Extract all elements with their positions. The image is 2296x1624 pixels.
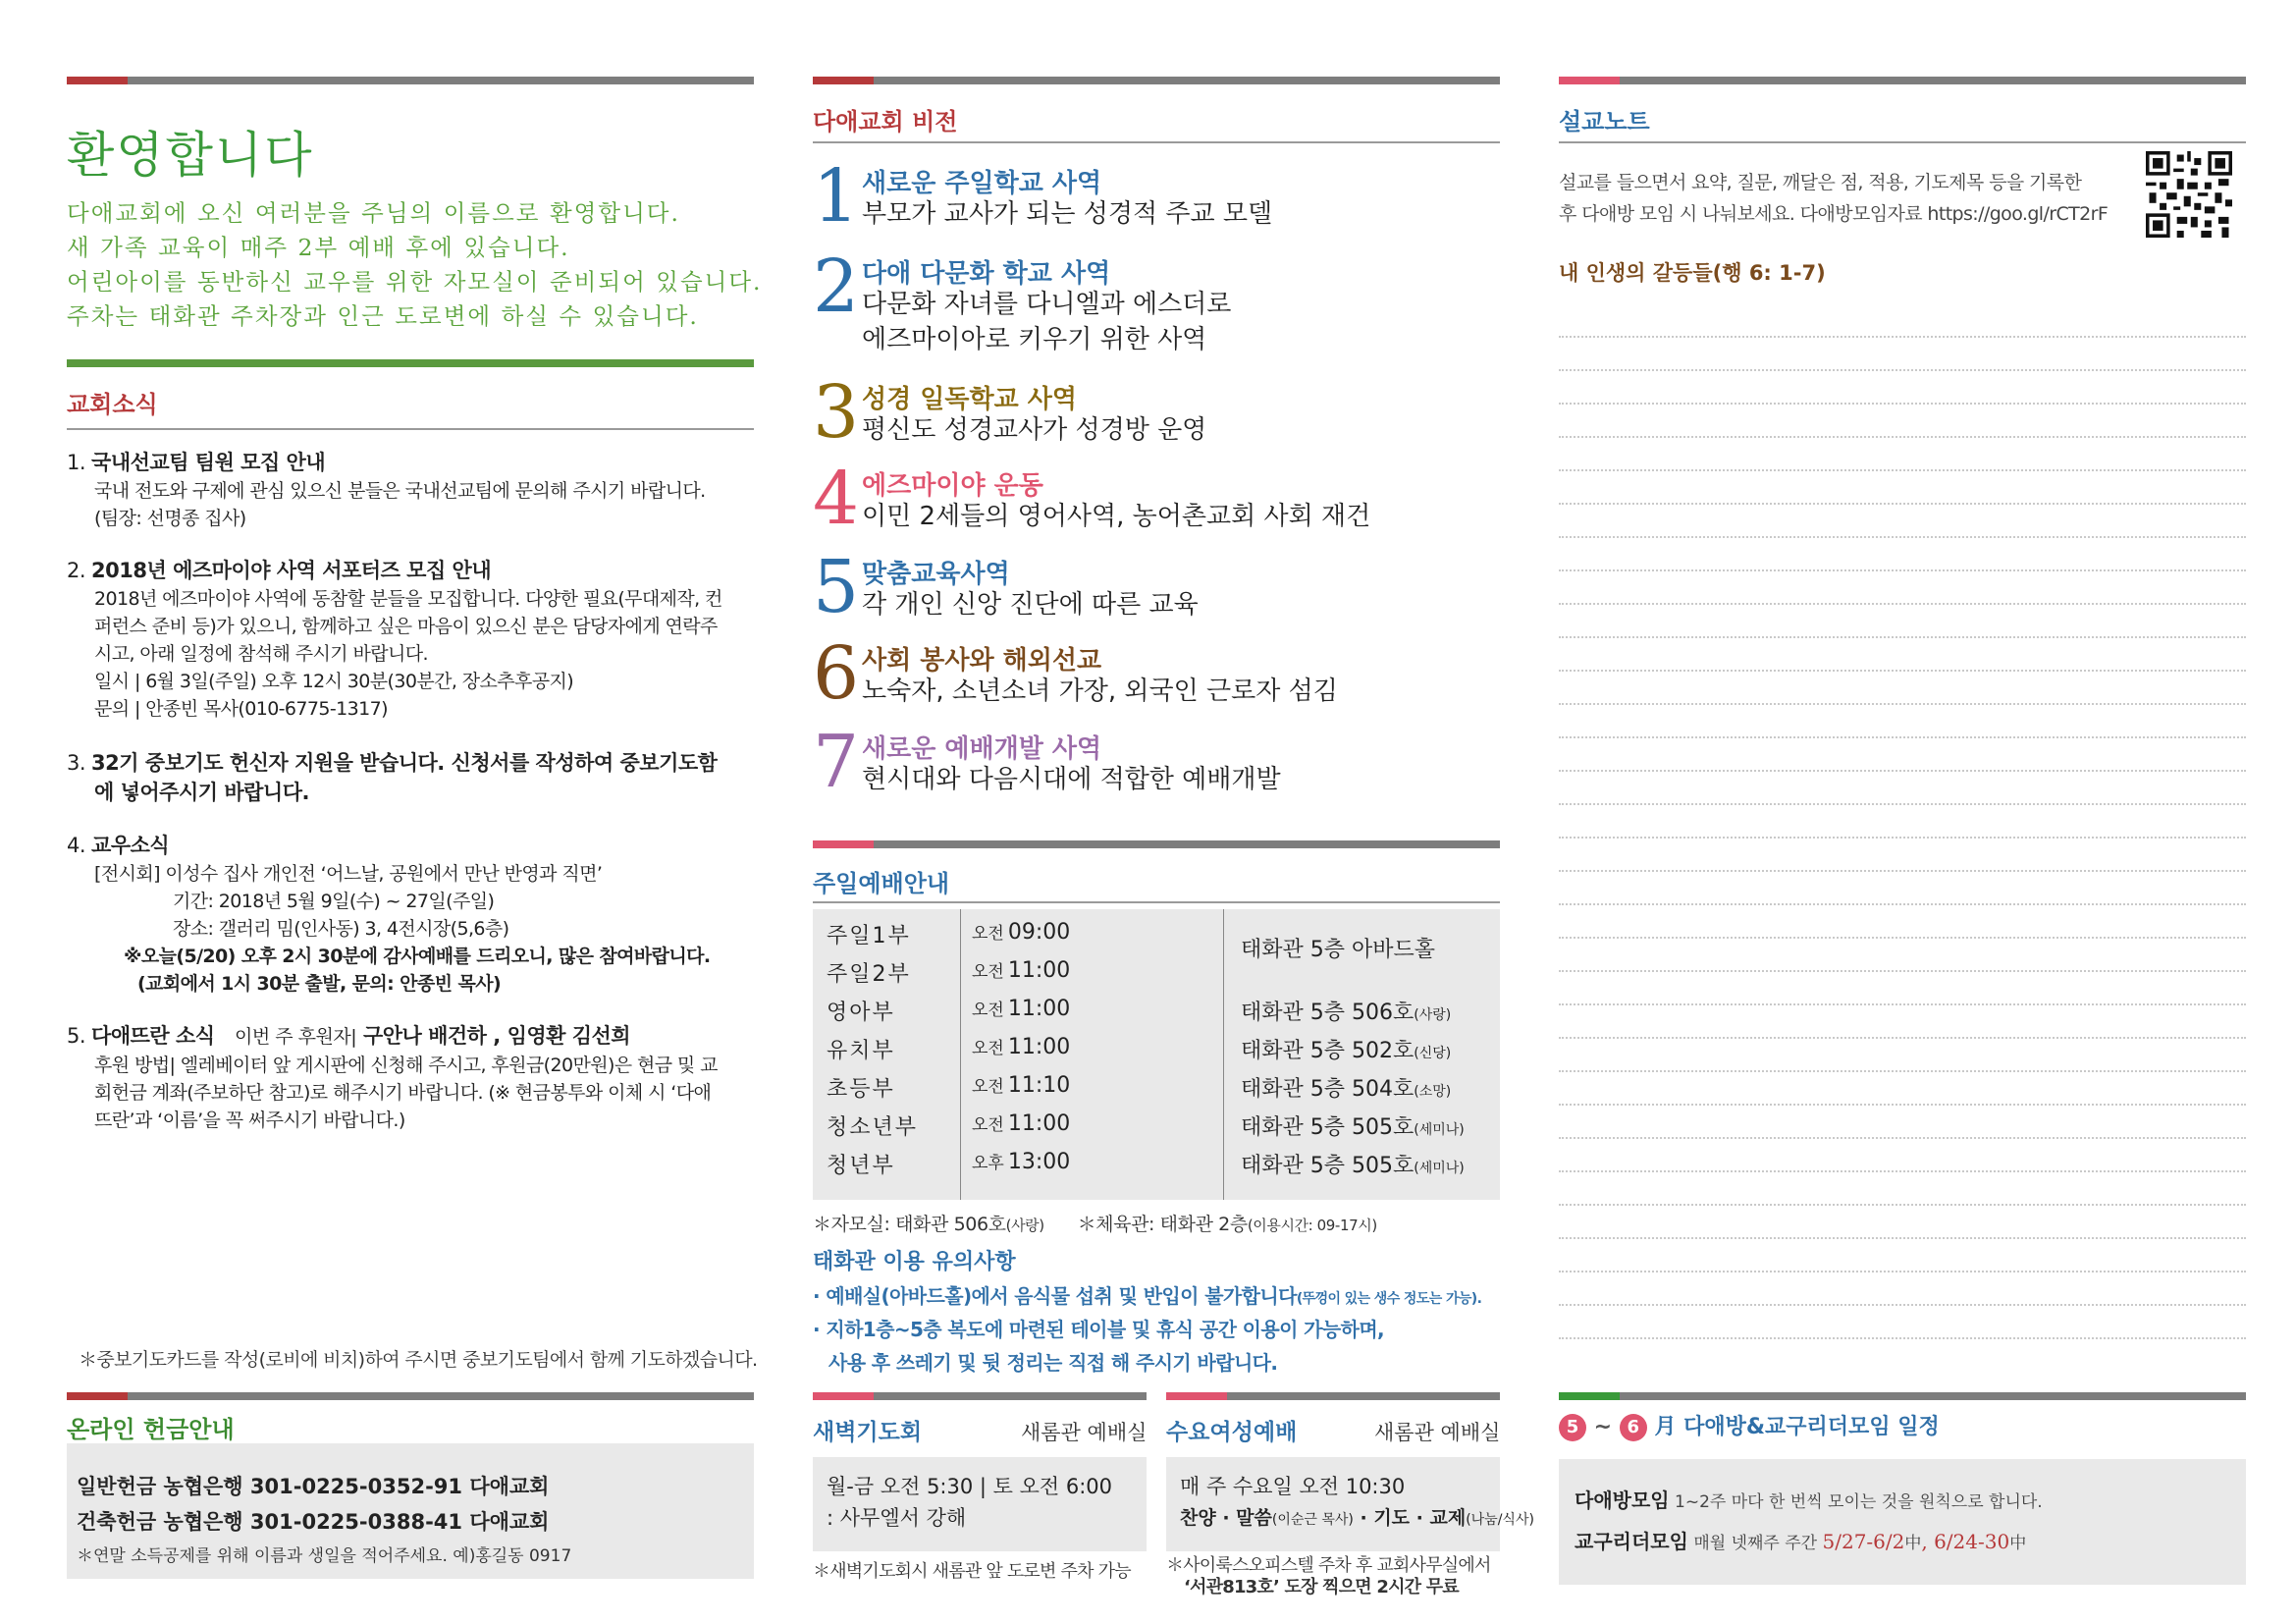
news-item-body-line: 2018년 에즈마이야 사역에 동참할 분들을 모집합니다. 다양한 필요(무대제작, 컨 [94,588,722,610]
dawn-topic: : 사무엘서 강해 [827,1506,967,1530]
main-hall-place: 태화관 5층 아바드홀 [1241,938,1435,962]
vision-desc-line: 다문화 자녀를 다니엘과 에스더로 [862,290,1232,319]
service-clock: 11:00 [1007,997,1071,1021]
service-row [813,919,1500,957]
vision-section-bar [813,77,1500,84]
note-line[interactable] [1559,403,2246,405]
wednesday-note-line: ＊사이룩스오피스텔 주차 후 교회사무실에서 [1166,1555,1491,1576]
wednesday-title: 수요여성예배 [1166,1420,1298,1445]
news-item-body-line: 회헌금 계좌(주보하단 참고)로 해주시기 바랍니다. (※ 현금봉투와 이체 시 ‘다애 [94,1082,712,1104]
news-item-heading: 국내선교팀 팀원 모집 안내 [91,451,326,474]
program-part-sub: (이순근 목사) [1271,1512,1354,1528]
service-time [972,957,1070,983]
service-row [813,1110,1500,1149]
sponsor-names: 구안나 배건하 , 임영환 김선희 [362,1024,631,1048]
service-clock: 11:00 [1007,1035,1071,1059]
usage-rule-1 [813,1280,1481,1309]
news-item-number: 2. [67,559,86,582]
usage-rule-sub: (뚜껑이 있는 생수 정도는 가능). [1296,1291,1482,1307]
welcome-text [67,196,763,334]
vision-desc-line: 이민 2세들의 영어사역, 농어촌교회 사회 재건 [862,502,1371,531]
service-place [1241,996,1451,1026]
service-row [813,957,1500,996]
services-table [813,909,1500,1200]
services-title-rule [813,901,1500,903]
vision-item-title: 다애 다문화 학교 사역 [862,259,1111,289]
nursery-note: ＊자모실: 태화관 506호 [813,1214,1006,1235]
news-item-3 [67,748,754,807]
vision-number: 3 [813,370,860,455]
service-place-text: 태화관 5층 506호 [1241,1001,1415,1025]
tax-note: ＊연말 소득공제를 위해 이름과 생일을 적어주세요. 예)홍길동 0917 [77,1546,572,1566]
note-line[interactable] [1559,1337,2246,1339]
sponsor-label: 이번 주 후원자| [235,1026,357,1048]
service-row [813,1072,1500,1110]
exhibit-venue: 장소: 갤러리 밈(인사동) 3, 4전시장(5,6층) [173,918,509,940]
dawn-note [813,1561,1131,1583]
news-item-heading-cont: 에 넣어주시기 바랍니다. [94,781,309,804]
service-place-text: 태화관 5층 505호 [1241,1154,1415,1178]
vision-item-desc [862,674,1338,709]
sermon-intro [1559,167,2138,230]
service-place-text: 태화관 5층 502호 [1241,1039,1415,1063]
service-clock: 11:10 [1007,1073,1071,1098]
vision-item-desc [862,499,1370,534]
service-ampm: 오전 [972,1115,1004,1135]
news-item-body-line: 뜨란’과 ‘이름’을 꼭 써주시기 바랍니다.) [94,1110,405,1131]
note-line[interactable] [1559,336,2246,338]
note-line[interactable] [1559,1170,2246,1172]
building-offering-account: 건축헌금 농협은행 301-0225-0388-41 다애교회 [77,1510,550,1534]
usage-rule-2: · 지하1층~5층 복도에 마련된 테이블 및 휴식 공간 이용이 가능하며, [813,1318,1385,1341]
vision-number: 7 [813,720,860,804]
sermon-passage-title: 내 인생의 갈등들(행 6: 1-7) [1559,261,1826,285]
news-item-5 [67,1021,754,1134]
note-line[interactable] [1559,436,2246,438]
vision-number: 2 [813,244,860,329]
online-section-bar [67,1392,754,1400]
service-ampm: 오전 [972,924,1004,944]
service-place-sub: (사랑) [1414,1007,1452,1023]
note-line[interactable] [1559,937,2246,939]
program-part: 찬양 · 말씀 [1180,1507,1272,1529]
service-place [1241,1110,1465,1141]
service-ampm: 오후 [972,1154,1004,1173]
schedule-row [1575,1522,2246,1563]
usage-rule-3: 사용 후 쓰레기 및 뒷 정리는 직접 해 주시기 바랍니다. [828,1351,1278,1375]
service-name: 주일1부 [827,924,911,948]
service-name: 주일2부 [827,962,911,987]
wednesday-program [1180,1502,1534,1536]
news-title: 교회소식 [67,391,158,418]
services-section-bar [813,840,1500,848]
service-row [813,1034,1500,1072]
service-ampm: 오전 [972,1001,1004,1020]
note-line[interactable] [1559,970,2246,972]
service-time [972,1149,1070,1174]
service-row [813,996,1500,1034]
online-giving-box [67,1443,754,1579]
exhibit-period: 기간: 2018년 5월 9일(수) ~ 27일(주일) [173,891,495,912]
program-part-sub: (나눔/식사) [1466,1512,1534,1528]
schedule-title-text: 月 다애방&교구리더모임 일정 [1654,1415,1940,1439]
vision-desc-line: 에즈마이아로 키우기 위한 사역 [862,325,1207,354]
nursery-note-sub: (사랑) [1005,1217,1044,1234]
schedule-row-label: 다애방모임 [1575,1489,1670,1512]
vision-desc-line: 노숙자, 소년소녀 가장, 외국인 근로자 섬김 [862,677,1338,706]
welcome-line: 새 가족 교육이 매주 2부 예배 후에 있습니다. [67,234,570,261]
vision-item-title: 에즈마이야 운동 [862,471,1043,501]
news-item-body-line: 일시 | 6월 3일(주일) 오후 12시 30분(30분간, 장소추후공지) [94,671,574,692]
note-line[interactable] [1559,703,2246,705]
services-title: 주일예배안내 [813,870,950,897]
vision-item-desc [862,412,1206,448]
dawn-note-line: ＊새벽기도회시 새롬관 앞 도로변 주차 가능 [813,1561,1131,1582]
service-row [813,1149,1500,1187]
wednesday-section-bar [1166,1392,1500,1400]
service-ampm: 오전 [972,1077,1004,1097]
vision-item-title: 맞춤교육사역 [862,560,1010,589]
note-line[interactable] [1559,870,2246,872]
service-clock: 09:00 [1007,920,1071,945]
news-item-number: 3. [67,751,86,775]
note-line[interactable] [1559,1037,2246,1039]
note-line[interactable] [1559,369,2246,371]
note-line[interactable] [1559,1204,2246,1206]
news-item-heading: 교우소식 [91,834,170,857]
vision-item-title: 새로운 예배개발 사역 [862,734,1102,764]
vision-title-rule [813,141,1500,143]
month-badge: 6 [1620,1414,1647,1441]
schedule-section-bar [1559,1392,2246,1400]
schedule-tilde: ~ [1593,1415,1613,1439]
sermon-title-rule [1559,141,2246,143]
wednesday-note [1166,1555,1491,1598]
welcome-title: 환영합니다 [67,127,314,184]
vision-number: 1 [813,154,860,239]
service-place-text: 태화관 5층 505호 [1241,1115,1415,1140]
note-line[interactable] [1559,1104,2246,1106]
vision-item-title: 새로운 주일학교 사역 [862,169,1102,198]
vision-desc-line: 평신도 성경교사가 성경방 운영 [862,415,1207,445]
service-time [972,919,1070,945]
service-name: 초등부 [827,1077,895,1102]
vision-item-title: 성경 일독학교 사역 [862,385,1078,414]
news-item-4 [67,831,754,998]
note-line[interactable] [1559,569,2246,571]
vision-number: 4 [813,457,860,541]
vision-item-desc [862,587,1199,623]
news-item-2 [67,556,754,723]
dawn-time: 월-금 오전 5:30 | 토 오전 6:00 [827,1475,1113,1498]
note-line[interactable] [1559,603,2246,605]
wednesday-time: 매 주 수요일 오전 10:30 [1180,1475,1406,1498]
service-place-sub: (신당) [1414,1046,1452,1061]
vision-item-desc [862,287,1231,357]
news-item-body-line: 문의 | 안종빈 목사(010-6775-1317) [94,698,388,720]
note-line[interactable] [1559,1003,2246,1005]
news-title-rule [67,428,754,430]
service-name: 청년부 [827,1154,895,1178]
vision-item-title: 사회 봉사와 해외선교 [862,646,1102,676]
service-place-sub: (소망) [1414,1084,1452,1100]
gym-note-sub: (이용시간: 09-17시) [1247,1217,1377,1234]
schedule-box [1559,1459,2246,1585]
exhibit-notice-detail: (교회에서 1시 30분 출발, 문의: 안종빈 목사) [137,973,502,995]
service-name: 영아부 [827,1001,895,1025]
news-item-body-line: 국내 전도와 구제에 관심 있으신 분들은 국내선교팀에 문의해 주시기 바랍니다. [94,480,706,502]
news-item-number: 4. [67,834,86,857]
service-clock: 13:00 [1007,1150,1071,1174]
welcome-line: 어린아이를 동반하신 교우를 위한 자모실이 준비되어 있습니다. [67,268,763,296]
service-time [972,996,1070,1021]
note-line[interactable] [1559,670,2246,672]
service-name: 유치부 [827,1039,895,1063]
wednesday-note-line: ‘서관813호’ 도장 찍으면 2시간 무료 [1184,1577,1459,1597]
news-item-number: 5. [67,1024,86,1048]
note-line[interactable] [1559,736,2246,738]
schedule-row-text: 1~2주 마다 한 번씩 모이는 것을 원칙으로 합니다. [1669,1492,2043,1512]
news-section-bar [67,359,754,367]
gym-note: ＊체육관: 태화관 2층 [1077,1214,1248,1235]
program-part: · 기도 · 교제 [1353,1507,1467,1529]
usage-title: 태화관 이용 유의사항 [813,1250,1016,1274]
note-line[interactable] [1559,469,2246,471]
exhibit-notice: ※오늘(5/20) 오후 2시 30분에 감사예배를 드리오니, 많은 참여바랍니다. [124,946,711,967]
service-place-sub: (세미나) [1414,1161,1465,1176]
welcome-section-bar [67,77,754,84]
schedule-row [1575,1481,2246,1522]
prayer-card-note: ＊중보기도카드를 작성(로비에 비치)하여 주시면 중보기도팀에서 함께 기도하겠습니다. [79,1349,758,1371]
news-item-number: 1. [67,451,86,474]
service-place [1241,1072,1451,1103]
service-time [972,1034,1070,1059]
service-time [972,1110,1070,1136]
note-line[interactable] [1559,770,2246,772]
vision-desc-line: 부모가 교사가 되는 성경적 주교 모델 [862,199,1273,229]
note-line[interactable] [1559,803,2246,805]
service-time [972,1072,1070,1098]
schedule-row-text: 매월 넷째주 주간 [1687,1534,1823,1553]
sermon-section-bar [1559,77,2246,84]
month-badge: 5 [1559,1414,1586,1441]
note-line[interactable] [1559,903,2246,905]
news-item-body-line: 퍼런스 준비 등)가 있으니, 함께하고 싶은 마음이 있으신 분은 담당자에게 연락주 [94,616,718,637]
note-line[interactable] [1559,503,2246,505]
news-item-heading: 2018년 에즈마이야 사역 서포터즈 모집 안내 [91,559,492,582]
dawn-section-bar [813,1392,1147,1400]
note-line[interactable] [1559,1070,2246,1072]
vision-desc-line: 현시대와 다음시대에 적합한 예배개발 [862,765,1281,794]
dawn-location: 새롬관 예배실 [1021,1421,1148,1444]
sermon-intro-line: 설교를 들으면서 요약, 질문, 깨달은 점, 적용, 기도제목 등을 기록한 [1559,172,2082,193]
news-item-1 [67,448,754,532]
vision-number: 6 [813,631,860,716]
dawn-title: 새벽기도회 [813,1420,923,1445]
vision-number: 5 [813,545,860,629]
news-item-heading: 다애뜨란 소식 [91,1024,215,1048]
online-title: 온라인 헌금안내 [67,1416,235,1443]
note-line[interactable] [1559,1237,2246,1239]
sermon-intro-line: 후 다애방 모임 시 나눠보세요. 다애방모임자료 https://goo.gl/rCT2rF [1559,203,2109,225]
schedule-dates: , 6/24-30 [1921,1530,2010,1553]
service-place-sub: (세미나) [1414,1122,1465,1138]
usage-rule-text: · 예배실(아바드홀)에서 음식물 섭취 및 반입이 불가합니다 [813,1284,1297,1308]
schedule-dates-suffix: 中 [1904,1534,1922,1553]
news-item-body-line: 시고, 아래 일정에 참석해 주시기 바랍니다. [94,643,428,665]
service-name: 청소년부 [827,1115,919,1140]
sermon-title-header: 설교노트 [1559,108,1650,135]
vision-title: 다애교회 비전 [813,108,958,135]
dawn-box [813,1457,1147,1551]
services-note [813,1210,1377,1236]
note-line[interactable] [1559,536,2246,538]
vision-desc-line: 각 개인 신앙 진단에 따른 교육 [862,590,1199,620]
news-item-heading: 32기 중보기도 헌신자 지원을 받습니다. 신청서를 작성하여 중보기도함 [91,751,718,775]
schedule-dates-suffix: 中 [2009,1534,2027,1553]
note-line[interactable] [1559,1304,2246,1306]
service-clock: 11:00 [1007,958,1071,983]
wednesday-box [1166,1457,1534,1551]
vision-item-desc [862,762,1281,797]
note-line[interactable] [1559,837,2246,839]
note-line[interactable] [1559,636,2246,638]
service-clock: 11:00 [1007,1111,1071,1136]
vision-item-desc [862,196,1272,232]
qr-code-icon[interactable] [2146,151,2232,238]
schedule-dates: 5/27-6/2 [1822,1530,1905,1553]
news-item-body-line: 후원 방법| 엘레베이터 앞 게시판에 신청해 주시고, 후원금(20만원)은 현금 및 교 [94,1055,718,1076]
schedule-title [1559,1410,1940,1441]
exhibit-line: [전시회] 이성수 집사 개인전 ‘어느날, 공원에서 만난 반영과 직면’ [94,863,603,885]
service-ampm: 오전 [972,1039,1004,1058]
general-offering-account: 일반헌금 농협은행 301-0225-0352-91 다애교회 [77,1475,550,1498]
service-place-text: 태화관 5층 504호 [1241,1077,1415,1102]
welcome-line: 다애교회에 오신 여러분을 주님의 이름으로 환영합니다. [67,199,680,227]
schedule-row-label: 교구리더모임 [1575,1530,1688,1553]
service-place [1241,1034,1451,1064]
welcome-line: 주차는 태화관 주차장과 인근 도로변에 하실 수 있습니다. [67,302,699,330]
service-ampm: 오전 [972,962,1004,982]
wednesday-location: 새롬관 예배실 [1374,1421,1501,1444]
service-place [1241,1149,1465,1179]
news-item-body-line: (팀장: 선명종 집사) [94,508,246,529]
note-line[interactable] [1559,1271,2246,1272]
note-line[interactable] [1559,1137,2246,1139]
